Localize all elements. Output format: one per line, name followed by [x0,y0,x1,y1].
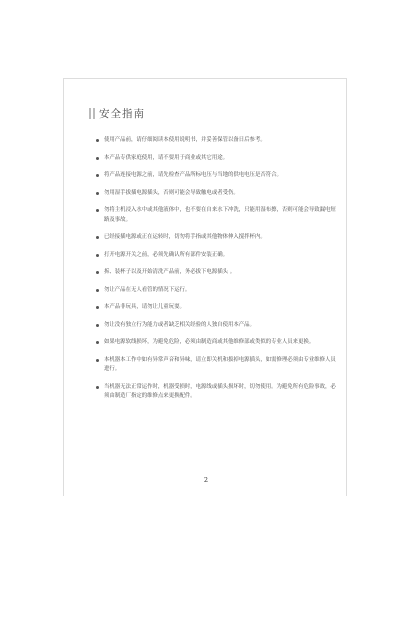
list-item: 本机器本工作中如有异常声音和异味，请立即关机和拔掉电源插头，如需修理必须由专业维修人员进行。 [96,356,336,375]
list-item: 打开电源开关之前，必须先确认所有部件安装正确。 [96,251,336,261]
page-number: 2 [203,476,209,484]
section-header [89,106,145,120]
list-item: 勿将主机浸入水中或其他液体中，也不要在自来水下冲洗，只能用湿布擦，否则可能会导致漏电短路及事故。 [96,206,336,225]
list-item: 当机器无法正常运作时，机器受损时，电源线或插头损坏时，切勿使用。为避免所有危险事故，必须由制造厂指定的维修点来更换配件。 [96,383,336,402]
list-item: 使用产品前，请仔细阅读本使用说明书，并妥善保管以备日后参考。 [96,136,336,146]
title-marker-icon [89,108,95,119]
list-item: 拆、装杯子以及开始清洗产品前，务必拔下电源插头 。 [96,268,336,278]
list-item: 本产品非玩具，请勿让儿童玩耍。 [96,303,336,313]
list-item: 已经接插电源或正在运转时，切勿将手指或其他物体伸入搅拌杯内。 [96,233,336,243]
list-item: 勿让没有独立行为能力或者缺乏相关经验的人独自使用本产品。 [96,321,336,331]
list-item: 如果电源软线损坏，为避免危险，必须由制造商或其他维修部或类似的专业人员来更换。 [96,338,336,348]
section-title: 安全指南 [99,107,145,120]
list-item: 本产品专供家庭使用，请不要用于商业或其它用途。 [96,154,336,164]
safety-list [96,136,336,410]
list-item: 勿用湿手拔插电源插头，否则可能会导致触电或者受伤。 [96,189,336,199]
list-item: 勿让产品在无人看管的情况下运行。 [96,286,336,296]
list-item: 将产品连接电源之前，请先检查产品所标电压与当地的供电电压是否符合。 [96,171,336,181]
